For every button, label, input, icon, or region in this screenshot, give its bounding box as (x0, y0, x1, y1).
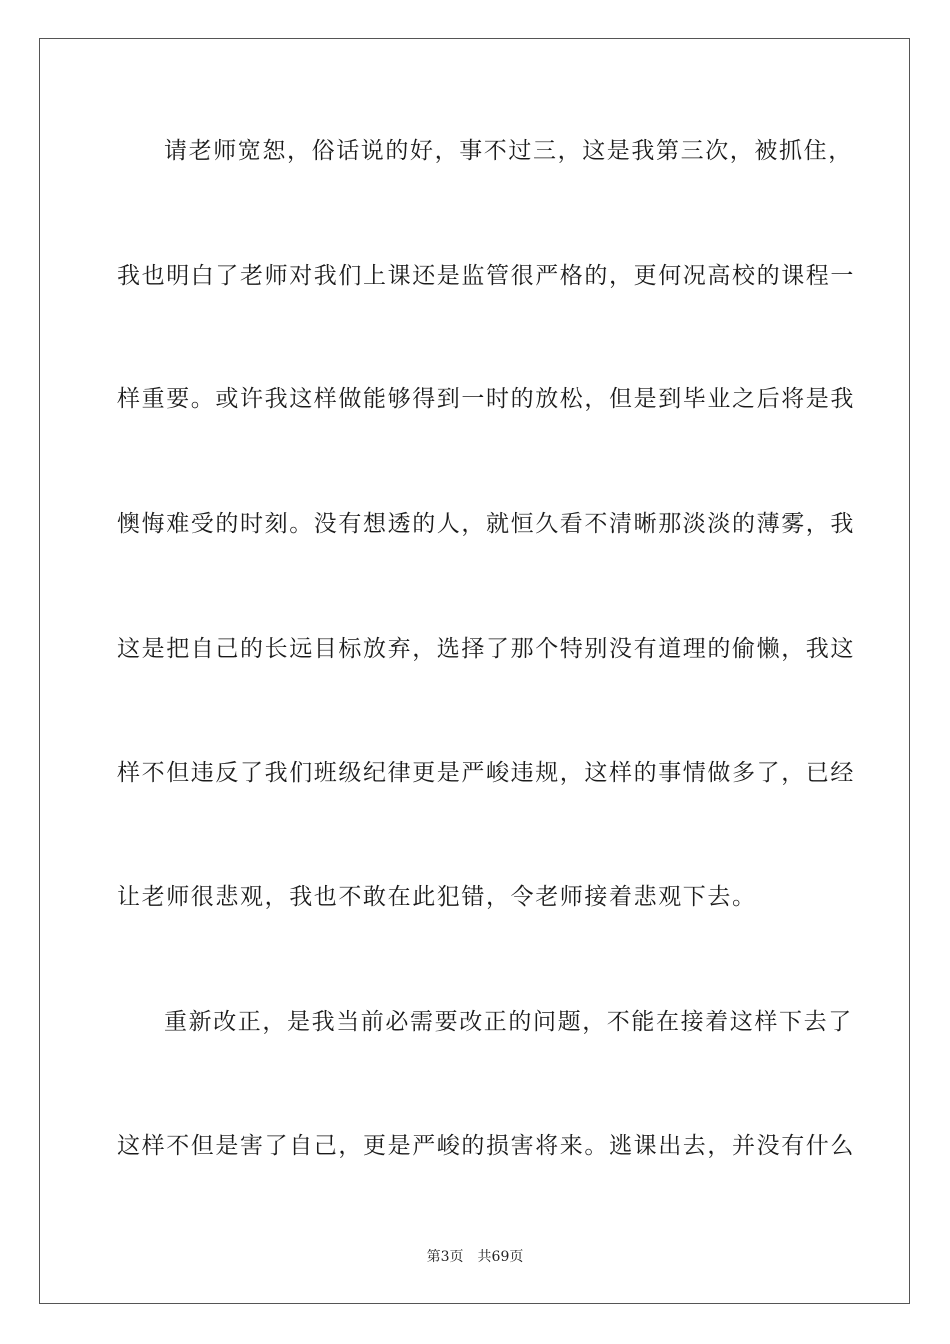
paragraph-1-line-6: 样不但违反了我们班级纪律更是严峻违规，这样的事情做多了，已经 (117, 760, 855, 786)
page-number: 第3页 (426, 1249, 464, 1265)
paragraph-1-line-3: 样重要。或许我这样做能够得到一时的放松，但是到毕业之后将是我 (117, 386, 855, 412)
paragraph-1-line-1: 请老师宽恕，俗话说的好，事不过三，这是我第三次，被抓住， (164, 138, 853, 164)
paragraph-1-line-7: 让老师很悲观，我也不敢在此犯错，令老师接着悲观下去。 (117, 884, 757, 910)
paragraph-1-line-4: 懊悔难受的时刻。没有想透的人，就恒久看不清晰那淡淡的薄雾，我 (117, 511, 855, 537)
page-border (39, 38, 910, 1304)
paragraph-1-line-5: 这是把自己的长远目标放弃，选择了那个特别没有道理的偷懒，我这 (117, 636, 855, 662)
total-pages: 共69页 (477, 1249, 524, 1265)
paragraph-2-line-1: 重新改正，是我当前必需要改正的问题，不能在接着这样下去了 (164, 1009, 853, 1035)
paragraph-2-line-2: 这样不但是害了自己，更是严峻的损害将来。逃课出去，并没有什么 (117, 1133, 855, 1159)
paragraph-1-line-2: 我也明白了老师对我们上课还是监管很严格的，更何况高校的课程一 (117, 263, 855, 289)
page-footer (0, 1247, 950, 1267)
